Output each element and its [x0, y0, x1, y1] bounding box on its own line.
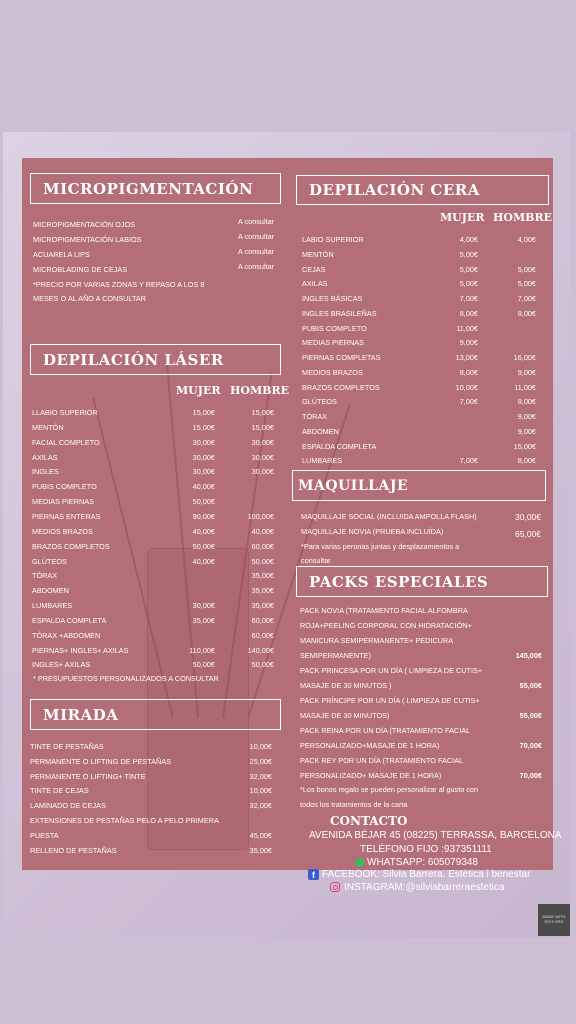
pack-item-line: PERSONALIZADO+ MASAJE DE 1 HORA) — [300, 771, 442, 780]
cera-item-name: ESPALDA COMPLETA — [302, 441, 377, 451]
cera-item-mujer: 7,00€ — [459, 397, 478, 407]
whatsapp-icon — [355, 858, 364, 867]
micro-title: MICROPIGMENTACIÓN — [30, 173, 281, 204]
micro-item: ACUARELA LIPS — [33, 250, 90, 259]
maquillaje-item: MAQUILLAJE SOCIAL (INCLUIDA AMPOLLA FLASH) — [301, 512, 477, 521]
cera-item-mujer: 13,00€ — [455, 353, 478, 362]
pack-item-line: PACK PRÍNCIPE POR UN DÍA ( LIMPIEZA DE CUTIS+ — [300, 696, 480, 705]
laser-item-mujer: 50,00€ — [192, 541, 215, 551]
maquillaje-note: consultar — [301, 556, 331, 565]
pack-item-line: MASAJE DE 30 MINUTOS) — [300, 711, 390, 720]
mirada-item-price: 45,00€ — [249, 830, 272, 840]
pack-item-price: 70,00€ — [519, 771, 542, 780]
laser-item-mujer: 40,00€ — [192, 556, 215, 566]
packs-note: *Los bonos regalo se pueden personalizar al gusto con — [300, 785, 479, 794]
mirada-item-name: LAMINADO DE CEJAS — [30, 801, 106, 811]
cera-item-name: GLÚTEOS — [302, 397, 337, 407]
laser-col-mujer: MUJER — [176, 384, 221, 397]
pack-item-price: 55,00€ — [519, 711, 542, 720]
cera-item-hombre: 15,00€ — [513, 441, 536, 451]
laser-item-name: TÓRAX +ABDOMEN — [32, 630, 101, 640]
laser-item-hombre: 50,00€ — [251, 660, 274, 670]
cera-item-hombre: 9,00€ — [517, 367, 536, 377]
laser-item-hombre: 60,00€ — [251, 541, 274, 551]
mirada-item-name: PERMANENTE O LIFTING DE PESTAÑAS — [30, 756, 171, 766]
contact-title: CONTACTO — [330, 814, 408, 828]
cera-item-mujer: 5,00€ — [459, 279, 478, 289]
pack-item-line: ROJA+PEELING CORPORAL CON HIDRATACIÓN+ — [300, 621, 472, 630]
laser-item-name: INGLES+ AXILAS — [32, 660, 91, 670]
mirada-item-name: PERMANENTE O LIFTING+ TINTE — [30, 771, 146, 781]
laser-item-hombre: 35,00€ — [251, 601, 274, 611]
cera-item-name: MEDIAS PIERNAS — [302, 338, 365, 348]
pack-item-line: SEMIPERMANENTE) — [300, 651, 371, 660]
laser-item-mujer: 40,00€ — [192, 482, 215, 492]
contact-instagram: INSTAGRAM:@silviabarreraestetica — [344, 882, 505, 893]
cera-item-name: MEDIOS BRAZOS — [302, 367, 363, 377]
laser-item-name: ABDOMEN — [32, 586, 69, 596]
laser-item-mujer: 40,00€ — [192, 526, 215, 536]
cera-item-mujer: 7,00€ — [459, 456, 478, 466]
cera-item-mujer: 4,00€ — [459, 235, 478, 244]
laser-item-name: GLÚTEOS — [32, 556, 67, 566]
mirada-item-name: PUESTA — [30, 830, 59, 840]
laser-item-mujer: 30,00€ — [192, 467, 215, 477]
laser-item-hombre: 30,00€ — [251, 437, 274, 447]
micro-price: A consultar — [238, 247, 275, 256]
laser-item-hombre: 60,00€ — [251, 615, 274, 625]
laser-item-name: MEDIAS PIERNAS — [32, 497, 95, 507]
cera-item-name: INGLES BÁSICAS — [302, 294, 363, 303]
laser-item-hombre: 15,00€ — [251, 422, 274, 432]
laser-item-name: ESPALDA COMPLETA — [32, 615, 107, 625]
contact-address: AVENIDA BÉJAR 45 (08225) TERRASSA, BARCELONA — [309, 830, 562, 841]
pack-item-line: PACK REINA POR UN DÍA (TRATAMIENTO FACIAL — [300, 726, 471, 735]
cera-item-hombre: 4,00€ — [517, 235, 536, 244]
laser-item-mujer: 30,00€ — [192, 601, 215, 611]
laser-item-name: LUMBARES — [32, 601, 73, 611]
cera-item-name: CEJAS — [302, 264, 326, 274]
micro-price: A consultar — [238, 262, 275, 271]
laser-item-hombre: 35,00€ — [251, 586, 274, 596]
contact-facebook-line[interactable] — [308, 869, 530, 880]
cera-item-name: MENTÓN — [302, 249, 334, 259]
laser-title: DEPILACIÓN LÁSER — [30, 344, 281, 375]
contact-phone: TELÉFONO FIJO :937351111 — [360, 844, 492, 855]
contact-instagram-line[interactable] — [330, 882, 505, 893]
mirada-item-price: 32,00€ — [249, 771, 272, 781]
cera-title: DEPILACIÓN CERA — [296, 175, 549, 205]
laser-item-name: INGLES — [32, 467, 59, 477]
maquillaje-title: MAQUILLAJE — [292, 470, 546, 501]
laser-item-hombre: 50,00€ — [251, 556, 274, 566]
micro-item: MICROBLADING DE CEJAS — [33, 265, 128, 274]
laser-item-hombre: 60,00€ — [251, 630, 274, 640]
maquillaje-price: 30,00€ — [515, 512, 541, 522]
mirada-item-price: 10,00€ — [249, 742, 272, 751]
cera-col-mujer: MUJER — [440, 211, 485, 224]
laser-item-name: PUBIS COMPLETO — [32, 482, 97, 492]
micro-price: A consultar — [238, 232, 275, 241]
micro-note: MESES O AL AÑO A CONSULTAR — [33, 294, 147, 303]
pack-item-line: MASAJE DE 30 MINUTOS ) — [300, 681, 392, 690]
packs-title: PACKS ESPECIALES — [296, 566, 548, 597]
mirada-item-price: 32,00€ — [249, 801, 272, 811]
cera-item-mujer: 10,00€ — [455, 382, 478, 392]
mirada-title: MIRADA — [30, 699, 281, 730]
laser-col-hombre: HOMBRE — [230, 384, 289, 397]
laser-item-name: FACIAL COMPLETO — [32, 437, 100, 447]
laser-item-name: PIERNAS+ INGLES+ AXILAS — [32, 645, 129, 655]
pack-item-line: PERSONALIZADO+MASAJE DE 1 HORA) — [300, 741, 440, 750]
mirada-item-price: 35,00€ — [249, 845, 272, 855]
contact-whatsapp: WHATSAPP: 605079348 — [367, 857, 478, 868]
laser-item-name: BRAZOS COMPLETOS — [32, 541, 110, 551]
laser-item-mujer: 30,00€ — [192, 452, 215, 462]
laser-item-mujer: 50,00€ — [192, 660, 215, 670]
mirada-item-price: 10,00€ — [249, 786, 272, 796]
cera-item-hombre: 9,00€ — [517, 412, 536, 421]
cera-item-hombre: 9,00€ — [517, 426, 536, 436]
cera-item-name: AXILAS — [302, 279, 328, 289]
cera-item-name: INGLES BRASILEÑAS — [302, 308, 377, 318]
pack-item-line: PACK REY POR UN DÍA (TRATAMIENTO FACIAL — [300, 756, 464, 765]
cera-item-hombre: 5,00€ — [517, 279, 536, 289]
cera-item-hombre: 9,00€ — [517, 397, 536, 407]
cera-item-hombre: 11,00€ — [514, 382, 536, 392]
laser-item-hombre: 30,00€ — [251, 452, 274, 462]
laser-item-mujer: 110,00€ — [189, 645, 215, 655]
cera-item-name: PUBIS COMPLETO — [302, 323, 367, 333]
cera-item-name: LABIO SUPERIOR — [302, 235, 364, 244]
mirada-item-name: EXTENSIONES DE PESTAÑAS PELO A PELO PRIMERA — [30, 816, 219, 825]
cera-item-name: PIERNAS COMPLETAS — [302, 353, 381, 362]
laser-note: * PRESUPUESTOS PERSONALIZADOS A CONSULTAR — [33, 674, 219, 683]
pack-item-price: 55,00€ — [519, 681, 542, 690]
contact-whatsapp-line[interactable] — [355, 857, 478, 868]
micro-note: *PRECIO POR VARIAS ZONAS Y REPASO A LOS 8 — [33, 280, 205, 289]
cera-item-mujer: 9,00€ — [459, 338, 478, 348]
cera-item-hombre: 7,00€ — [517, 294, 536, 303]
instagram-icon — [330, 882, 340, 892]
cera-item-hombre: 9,00€ — [517, 308, 536, 318]
maquillaje-note: *Para varias peronas juntas y desplazamientos a — [301, 542, 460, 551]
maquillaje-price: 65,00€ — [515, 529, 541, 539]
pack-item-line: MANICURA SEMIPERMANENTE+ PEDICURA — [300, 636, 454, 645]
micro-price: A consultar — [238, 217, 275, 226]
mirada-item-name: RELLENO DE PESTAÑAS — [30, 845, 117, 855]
cera-item-hombre: 5,00€ — [517, 264, 536, 274]
laser-item-name: MENTÓN — [32, 422, 64, 432]
cera-item-mujer: 5,00€ — [459, 249, 478, 259]
pack-item-price: 145,00€ — [515, 651, 542, 660]
micro-item: MICROPIGMENTACIÓN OJOS — [33, 220, 136, 229]
cera-item-hombre: 8,00€ — [517, 456, 536, 466]
cera-col-hombre: HOMBRE — [493, 211, 552, 224]
cera-item-mujer: 8,00€ — [459, 367, 478, 377]
laser-item-mujer: 50,00€ — [192, 497, 215, 507]
cera-item-mujer: 5,00€ — [459, 264, 478, 274]
pack-item-line: PACK PRINCESA POR UN DÍA ( LIMPIEZA DE CUTIS+ — [300, 666, 483, 675]
laser-item-mujer: 35,00€ — [192, 615, 215, 625]
cera-item-mujer: 11,00€ — [456, 323, 478, 333]
laser-item-mujer: 90,00€ — [192, 511, 215, 521]
laser-item-name: TÓRAX — [32, 571, 58, 581]
micro-item: MICROPIGMENTACIÓN LABIOS — [33, 235, 142, 244]
laser-item-hombre: 30,00€ — [251, 467, 274, 477]
cera-item-mujer: 8,00€ — [459, 308, 478, 318]
contact-facebook: FACEBOOK: Silvia Barrera. Estètica i benestar — [322, 869, 531, 881]
cera-item-mujer: 7,00€ — [459, 294, 478, 303]
laser-item-hombre: 15,00€ — [251, 408, 274, 417]
mirada-item-name: TINTE DE PESTAÑAS — [30, 742, 104, 751]
facebook-icon: f — [308, 869, 319, 880]
laser-item-hombre: 35,00€ — [251, 571, 274, 581]
laser-item-name: LLABIO SUPERIOR — [32, 408, 98, 417]
laser-item-mujer: 15,00€ — [192, 422, 215, 432]
laser-item-name: AXILAS — [32, 452, 58, 462]
packs-note: todos los tratamientos de la carta — [300, 800, 408, 809]
cera-item-hombre: 16,00€ — [513, 353, 536, 362]
laser-item-hombre: 140,00€ — [247, 645, 274, 655]
laser-item-hombre: 100,00€ — [247, 511, 274, 521]
laser-item-mujer: 15,00€ — [192, 408, 215, 417]
pack-item-line: PACK NOVIA (TRATAMIENTO FACIAL ALFOMBRA — [300, 606, 468, 615]
maquillaje-item: MAQUILLAJE NOVIA (PRUEBA INCLUÍDA) — [301, 527, 444, 536]
pack-item-price: 70,00€ — [519, 741, 542, 750]
cera-item-name: LUMBARES — [302, 456, 343, 466]
laser-item-hombre: 40,00€ — [251, 526, 274, 536]
laser-item-name: MEDIOS BRAZOS — [32, 526, 93, 536]
cera-item-name: TÓRAX — [302, 412, 328, 421]
editorg-watermark: MADE WITH EDIT.ORG — [538, 904, 570, 936]
laser-item-name: PIERNAS ENTERAS — [32, 511, 101, 521]
cera-item-name: ABDOMEN — [302, 426, 339, 436]
cera-item-name: BRAZOS COMPLETOS — [302, 382, 380, 392]
mirada-item-name: TINTE DE CEJAS — [30, 786, 89, 796]
laser-item-mujer: 30,00€ — [192, 437, 215, 447]
mirada-item-price: 25,00€ — [249, 756, 272, 766]
